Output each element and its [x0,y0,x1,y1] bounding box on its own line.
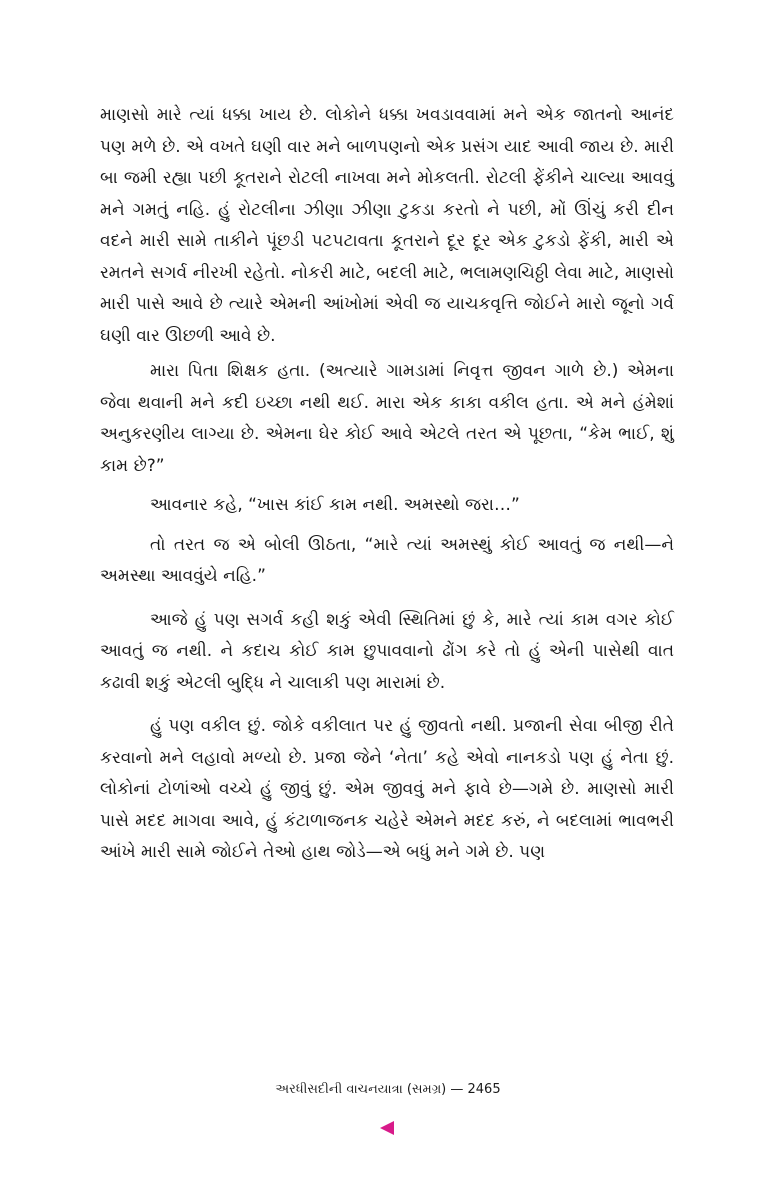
paragraph-5: આજે હું પણ સગર્વ કહી શકું એવી સ્થિતિમાં છું કે, મારે ત્યાં કામ વગર કોઈ આવતું જ નથી. ને કદાચ કોઈ કામ છુપાવવાનો ઢોંગ કરે તો હું એની પાસેથી વાત કઢાવી શકું એટલી બુદ્ધિ ને ચાલાકી પણ મારામાં છે. [100,609,674,693]
left-triangle-arrow-icon[interactable] [380,1121,394,1135]
paragraph-6: હું પણ વકીલ છું. જોકે વકીલાત પર હું જીવતો નથી. પ્રજાની સેવા બીજી રીતે કરવાનો મને લહાવો મળ્યો છે. પ્રજા જેને ‘નેતા’ કહે એવો નાનકડો પણ હું નેતા છું. લોકોનાં ટોળાંઓ વચ્ચે હું જીવું છું. એમ જીવવું મને ફાવે છે—ગમે છે. માણસો મારી પાસે મદદ માગવા આવે, હું કંટાળાજનક ચહેરે એમને મદદ કરું, ને બદલામાં ભાવભરી આંખે મારી સામે જોઈને તેઓ હાથ જોડે—એ બધું મને ગમે છે. પણ [100,716,674,862]
paragraph-3: આવનાર કહે, “ખાસ કાંઈ કામ નથી. અમસ્થો જરા…” [150,495,520,515]
paragraph-1: માણસો મારે ત્યાં ધક્કા ખાય છે. લોકોને ધક્કા ખવડાવવામાં મને એક જાતનો આનંદ પણ મળે છે. એ વખતે ઘણી વાર મને બાળપણનો એક પ્રસંગ યાદ આવી જાય છે. મારી બા જમી રહ્યા પછી કૂતરાને રોટલી નાખવા મને મોકલતી. રોટલી ફેંકીને ચાલ્યા આવવું મને ગમતું નહિ. હું રોટલીના ઝીણા ઝીણા ટુકડા કરતો ને પછી, મોં ઊંચું કરી દીન વદને મારી સામે તાકીને પૂંછડી પટપટાવતા કૂતરાને દૂર દૂર એક ટુકડો ફેંકી, મારી એ રમતને સગર્વ નીરખી રહેતો. નોકરી માટે, બદલી માટે, ભલામણચિઠ્ઠી લેવા માટે, માણસો મારી પાસે આવે છે ત્યારે એમની આંખોમાં એવી જ યાચકવૃત્તિ જોઈને મારો જૂનો ગર્વ ઘણી વાર ઊછળી આવે છે. [100,105,674,346]
paragraph-2: મારા પિતા શિક્ષક હતા. (અત્યારે ગામડામાં નિવૃત્ત જીવન ગાળે છે.) એમના જેવા થવાની મને કદી ઇચ્છા નથી થઈ. મારા એક કાકા વકીલ હતા. એ મને હંમેશાં અનુકરણીય લાગ્યા છે. એમના ઘેર કોઈ આવે એટલે તરત એ પૂછતા, “કેમ ભાઈ, શું કામ છે?” [100,361,674,476]
body-text [100,100,674,869]
paragraph-4: તો તરત જ એ બોલી ઊઠતા, “મારે ત્યાં અમસ્થું કોઈ આવતું જ નથી—ને અમસ્થા આવવુંયે નહિ.” [100,534,674,586]
running-footer: અરધીસદીની વાચનયાત્રા (સમગ્ર) — 2465 [275,1082,501,1097]
